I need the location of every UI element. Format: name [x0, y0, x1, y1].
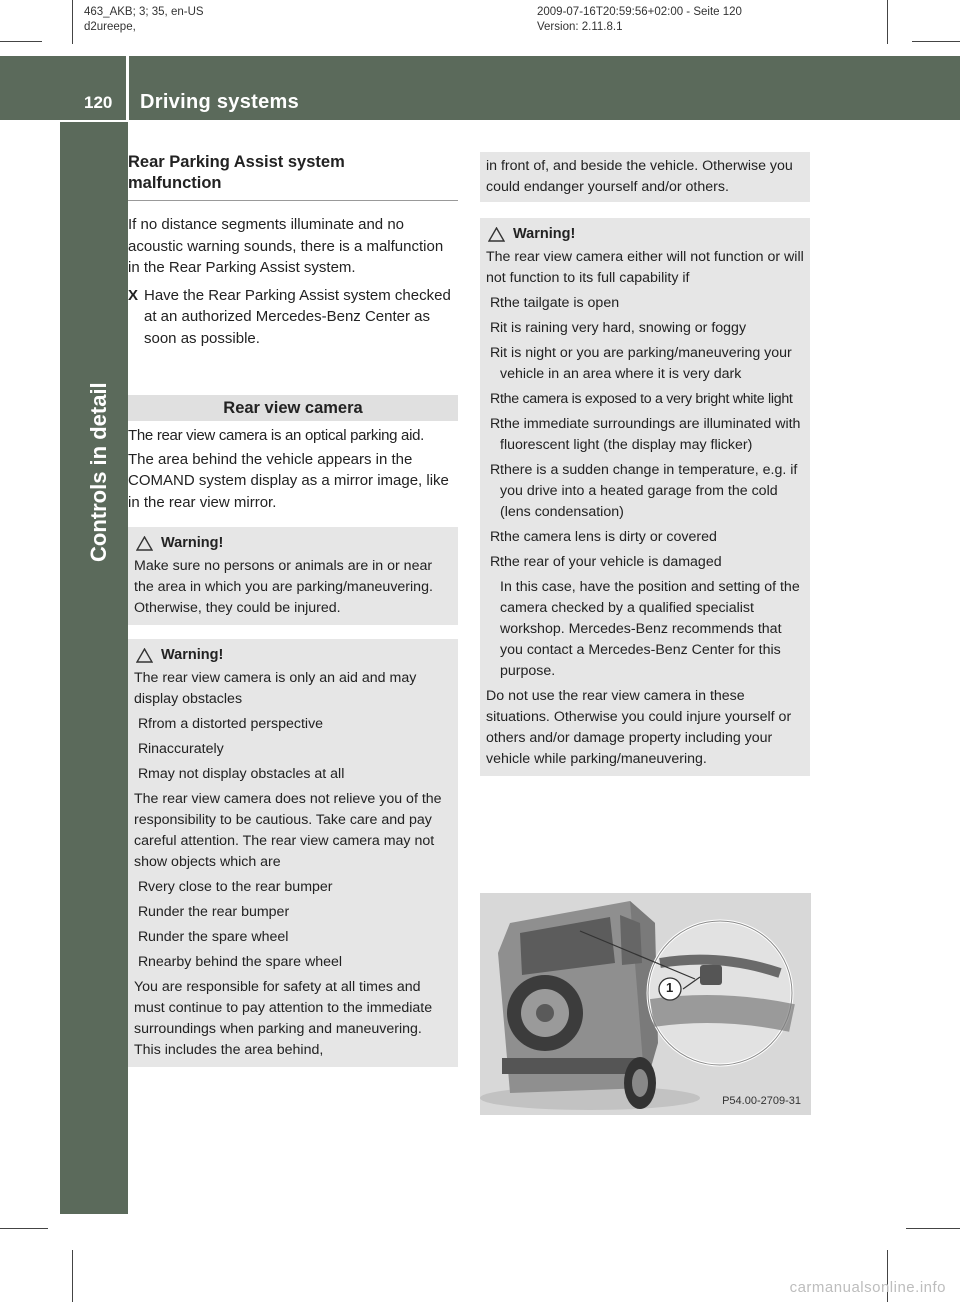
section-title-rear-view-camera: Rear view camera	[128, 395, 458, 421]
callout-label: 1	[666, 980, 674, 995]
list-item: R very close to the rear bumper	[138, 879, 333, 895]
warning-text: The rear view camera is only an aid and may display obstacles	[134, 670, 417, 707]
warning-text: in front of, and beside the vehicle. Otherwise you could endanger yourself and/or others.	[486, 158, 793, 195]
header-bar	[0, 56, 906, 120]
meta-version: Version: 2.11.8.1	[537, 21, 623, 33]
header-side-tab	[906, 56, 960, 120]
list-item: R it is raining very hard, snowing or foggy	[490, 320, 747, 336]
list-item: R the rear of your vehicle is damaged	[490, 554, 722, 570]
section-title-malfunction: Rear Parking Assist system malfunction	[128, 153, 345, 192]
section-rule	[128, 200, 458, 201]
warning-triangle-icon	[136, 536, 153, 551]
camera-description: The area behind the vehicle appears in the COMAND system display as a mirror image, like in the rear view mirror.	[128, 450, 449, 511]
page-title: Driving systems	[140, 91, 300, 113]
list-item: R nearby behind the spare wheel	[138, 954, 343, 970]
step-marker: X	[128, 286, 139, 304]
figure-id: P54.00-2709-31	[722, 1095, 801, 1107]
left-column	[128, 152, 458, 1067]
rear-camera-figure	[480, 893, 811, 1115]
meta-timestamp: 2009-07-16T20:59:56+02:00 - Seite 120	[537, 6, 742, 18]
header-divider	[126, 56, 129, 120]
warning-title: Warning!	[136, 533, 452, 554]
page-number: 120	[84, 93, 113, 112]
warning-text: Make sure no persons or animals are in or near the area in which you are parking/maneuvering. Otherwise, they could be injured.	[134, 558, 433, 616]
warning-box-3	[480, 218, 810, 776]
chapter-label: Controls in detail	[86, 382, 111, 562]
list-item: R under the spare wheel	[138, 929, 289, 945]
warning-triangle-icon	[488, 227, 505, 242]
meta-left	[84, 5, 204, 35]
list-item: R the camera is exposed to a very bright white light	[490, 391, 793, 407]
warning-text: The rear view camera either will not function or will not function to its full capability if	[486, 249, 804, 286]
warning-box-1	[128, 527, 458, 625]
list-item: R it is night or you are parking/maneuvering your vehicle in an area where it is very dark	[490, 345, 792, 382]
warning-text: In this case, have the position and setting of the camera checked by a qualified specialist workshop. Mercedes-Benz recommends that you contact a Mercedes-Benz Center for this purpose.	[500, 579, 800, 679]
meta-author: d2ureepe,	[84, 21, 136, 33]
warning-text: You are responsible for safety at all times and must continue to pay attention to the immediate surroundings when parking and maneuvering. This includes the area behind,	[134, 979, 433, 1058]
meta-doc-id: 463_AKB; 3; 35, en-US	[84, 6, 204, 18]
list-item: R there is a sudden change in temperature, e.g. if you drive into a heated garage from the cold (lens condensation)	[490, 462, 798, 520]
warning-text: Do not use the rear view camera in these situations. Otherwise you could injure yourself or others and/or damage property including your vehicle while parking/maneuvering.	[486, 688, 792, 767]
list-item: R inaccurately	[138, 741, 224, 757]
list-item: R from a distorted perspective	[138, 716, 324, 732]
right-column	[480, 152, 810, 776]
warning-box-2	[128, 639, 458, 1067]
list-item: R the camera lens is dirty or covered	[490, 529, 717, 545]
warning-title: Warning!	[136, 645, 452, 666]
warning-triangle-icon	[136, 648, 153, 663]
watermark: carmanualsonline.info	[789, 1279, 946, 1296]
meta-right	[537, 5, 742, 35]
warning-title: Warning!	[488, 224, 804, 245]
list-item: R the tailgate is open	[490, 295, 620, 311]
list-item: R the immediate surroundings are illuminated with fluorescent light (the display may flicker)	[490, 416, 801, 453]
instruction-step	[128, 285, 458, 350]
list-item: R under the rear bumper	[138, 904, 290, 920]
list-item: R may not display obstacles at all	[138, 766, 345, 782]
camera-intro: The rear view camera is an optical parking aid.	[128, 427, 425, 444]
warning-text: The rear view camera does not relieve you of the responsibility to be cautious. Take care and pay careful attention. The rear view camera may not show objects which are	[134, 791, 442, 870]
malfunction-body: If no distance segments illuminate and no acoustic warning sounds, there is a malfunction in the Rear Parking Assist system.	[128, 216, 444, 276]
step-text: Have the Rear Parking Assist system checked at an authorized Mercedes-Benz Center as soon as possible.	[144, 286, 451, 347]
warning-continued	[480, 152, 810, 202]
vehicle-illustration	[480, 893, 811, 1115]
